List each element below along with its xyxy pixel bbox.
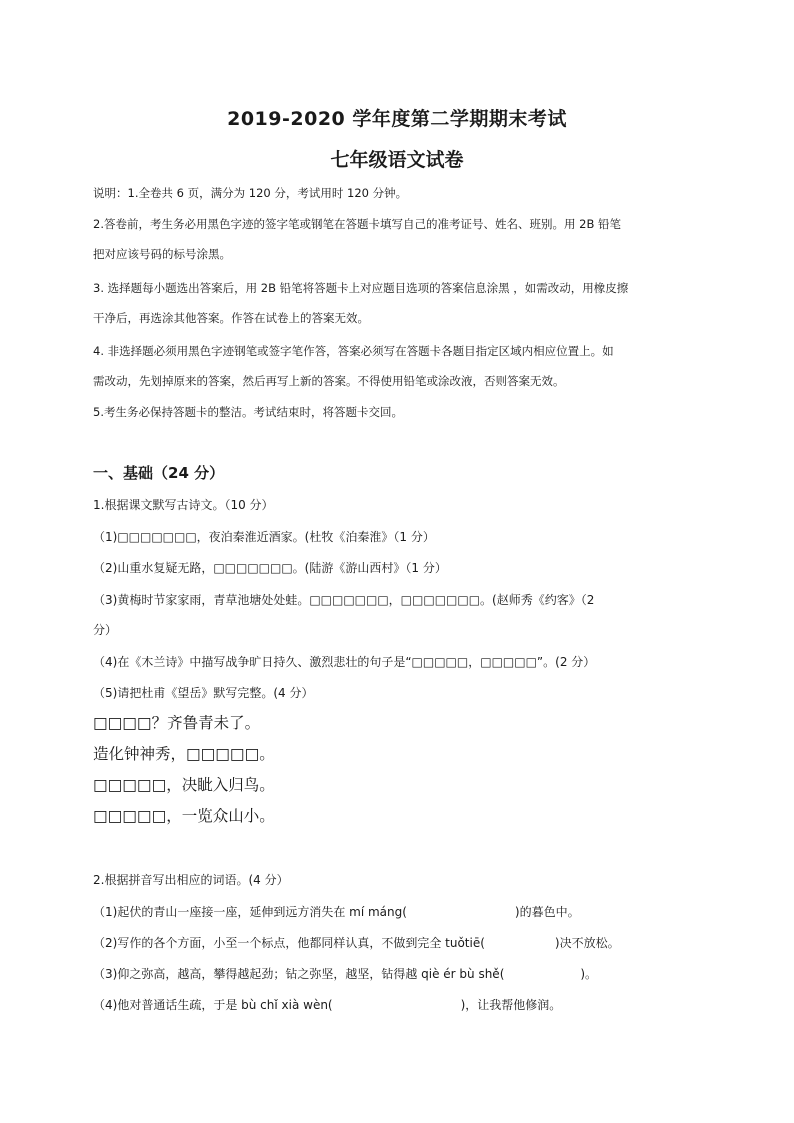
- item-text-after: )。: [580, 967, 598, 981]
- question-item: （1)□□□□□□□，夜泊秦淮近酒家。(杜牧《泊秦淮》（1 分）: [93, 530, 435, 544]
- question-item: [93, 935, 620, 951]
- item-text-after: )决不放松。: [554, 936, 620, 950]
- question-stem: 2.根据拼音写出相应的词语。(4 分）: [93, 873, 289, 887]
- section-heading: 一、基础（24 分）: [93, 464, 225, 482]
- question-item: （2)山重水复疑无路，□□□□□□□。(陆游《游山西村》（1 分）: [93, 561, 447, 575]
- instruction-line: 把对应该号码的标号涂黑。: [93, 247, 231, 261]
- exam-title: 2019-2020 学年度第二学期期末考试: [227, 108, 567, 130]
- item-text-before: （3)仰之弥高，越高，攀得越起劲；钻之弥坚，越坚，钻得越 qiè ér bù shě(: [93, 967, 505, 981]
- item-text-after: )的暮色中。: [514, 905, 580, 919]
- instruction-line: 需改动，先划掉原来的答案，然后再写上新的答案。不得使用铅笔或涂改液，否则答案无效。: [93, 374, 565, 388]
- item-text-before: （2)写作的各个方面，小至一个标点，他都同样认真，不做到完全 tuǒtiē(: [93, 936, 485, 950]
- instruction-line: 3. 选择题每小题选出答案后，用 2B 铅笔将答题卡上对应题目选项的答案信息涂黑 ，如需改动，用橡皮擦: [93, 281, 629, 295]
- question-item: [93, 904, 580, 920]
- item-text-before: （4)他对普通话生疏，于是 bù chǐ xià wèn(: [93, 998, 333, 1012]
- question-stem: 1.根据课文默写古诗文。（10 分）: [93, 498, 274, 512]
- poem-line: □□□□□，一览众山小。: [93, 807, 275, 825]
- poem-line: 造化钟神秀，□□□□□。: [93, 745, 275, 763]
- question-item: （3)黄梅时节家家雨，青草池塘处处蛙。□□□□□□□，□□□□□□□。(赵师秀《约客》（2: [93, 593, 595, 607]
- question-item: （5)请把杜甫《望岳》默写完整。(4 分）: [93, 686, 314, 700]
- poem-line: □□□□□，决眦入归鸟。: [93, 776, 275, 794]
- question-item: [93, 966, 597, 982]
- item-text-after: )，让我帮他修润。: [460, 998, 562, 1012]
- instruction-line: 说明：1.全卷共 6 页，满分为 120 分，考试用时 120 分钟。: [93, 186, 408, 200]
- question-item: [93, 997, 561, 1013]
- poem-line: □□□□？齐鲁青未了。: [93, 714, 261, 732]
- instruction-line: 4. 非选择题必须用黑色字迹钢笔或签字笔作答，答案必须写在答题卡各题目指定区域内相应位置上。如: [93, 344, 614, 358]
- instruction-line: 5.考生务必保持答题卡的整洁。考试结束时，将答题卡交回。: [93, 405, 403, 419]
- instruction-line: 干净后，再选涂其他答案。作答在试卷上的答案无效。: [93, 311, 369, 325]
- question-item: 分）: [93, 623, 118, 637]
- question-item: （4)在《木兰诗》中描写战争旷日持久、激烈悲壮的句子是“□□□□□，□□□□□”。(2 分）: [93, 655, 596, 669]
- exam-subtitle: 七年级语文试卷: [330, 149, 464, 171]
- item-text-before: （1)起伏的青山一座接一座，延伸到远方消失在 mí máng(: [93, 905, 407, 919]
- instruction-line: 2.答卷前，考生务必用黑色字迹的签字笔或钢笔在答题卡填写自己的准考证号、姓名、班别。用 2B 铅笔: [93, 217, 621, 231]
